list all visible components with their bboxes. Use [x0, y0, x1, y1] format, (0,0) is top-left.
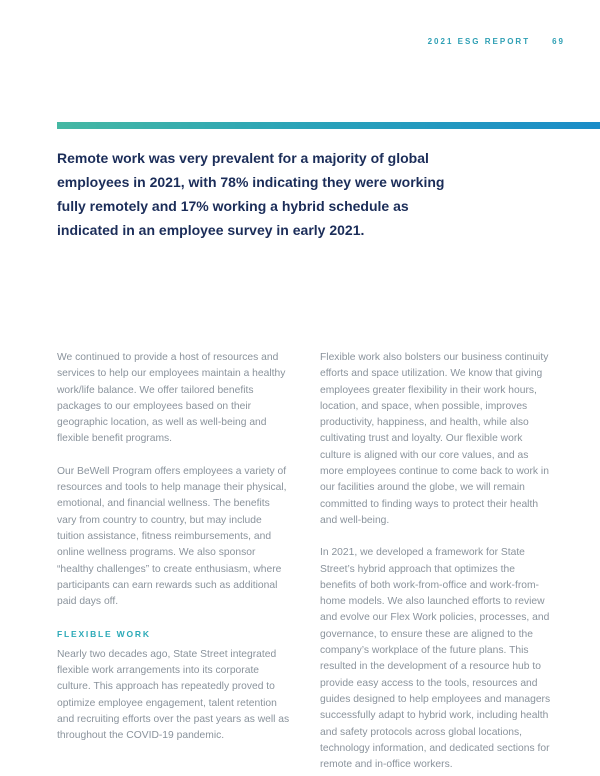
headline: Remote work was very prevalent for a majority of global employees in 2021, with 78% indicating they were working fully remotely and 17% working a hybrid schedule as indicated in an employee survey in early 2021. [57, 150, 445, 238]
left-column [57, 350, 290, 773]
body-paragraph: In 2021, we developed a framework for State Street’s hybrid approach that optimizes the benefits of both work-from-office and work-from-home models. We also launched efforts to review and evolve our Flex Work policies, processes, and governance, to ensure these are aligned to the company’s workplace of the future plans. This resulted in the development of a resource hub to provide easy access to the tools, resources and guides designed to help employees and managers successfully adapt to hybrid work, including health and safety protocols across global locations, technology information, and dedicated sections for remote and in-office workers. [320, 547, 551, 771]
body-paragraph: Nearly two decades ago, State Street integrated flexible work arrangements into its corporate culture. This approach has repeatedly proved to optimize employee engagement, talent retention and recruiting efforts over the past years as well as throughout the COVID-19 pandemic. [57, 648, 290, 742]
body-paragraph: Our BeWell Program offers employees a variety of resources and tools to help manage their physical, emotional, and financial wellness. The benefits vary from country to country, but may include tuition assistance, fitness reimbursements, and online wellness programs. We also sponsor “healthy challenges” to create enthusiasm, where participants can earn rewards such as additional paid days off. [57, 465, 287, 608]
report-title: 2021 ESG REPORT [427, 37, 531, 46]
body-paragraph: We continued to provide a host of resources and services to help our employees maintain a healthy work/life balance. We offer tailored benefits packages to our employees based on their geographic location, as well as well-being and flexible benefit programs. [57, 352, 286, 445]
flexible-work-subheading: FLEXIBLE WORK [57, 629, 151, 640]
page-header [428, 37, 565, 46]
page-number: 69 [552, 37, 565, 46]
body-columns [57, 350, 553, 773]
body-paragraph: Flexible work also bolsters our business continuity efforts and space utilization. We know that giving employees greater flexibility in their work hours, location, and space, when possible, improves productivity, happiness, and health, while also cultivating trust and loyalty. Our flexible work culture is aligned with our core values, and as more employees continue to come back to work in our facilities around the globe, we will remain committed to finding ways to protect their health and well-being. [320, 352, 549, 526]
right-column [320, 350, 553, 773]
gradient-accent-bar [57, 122, 600, 129]
